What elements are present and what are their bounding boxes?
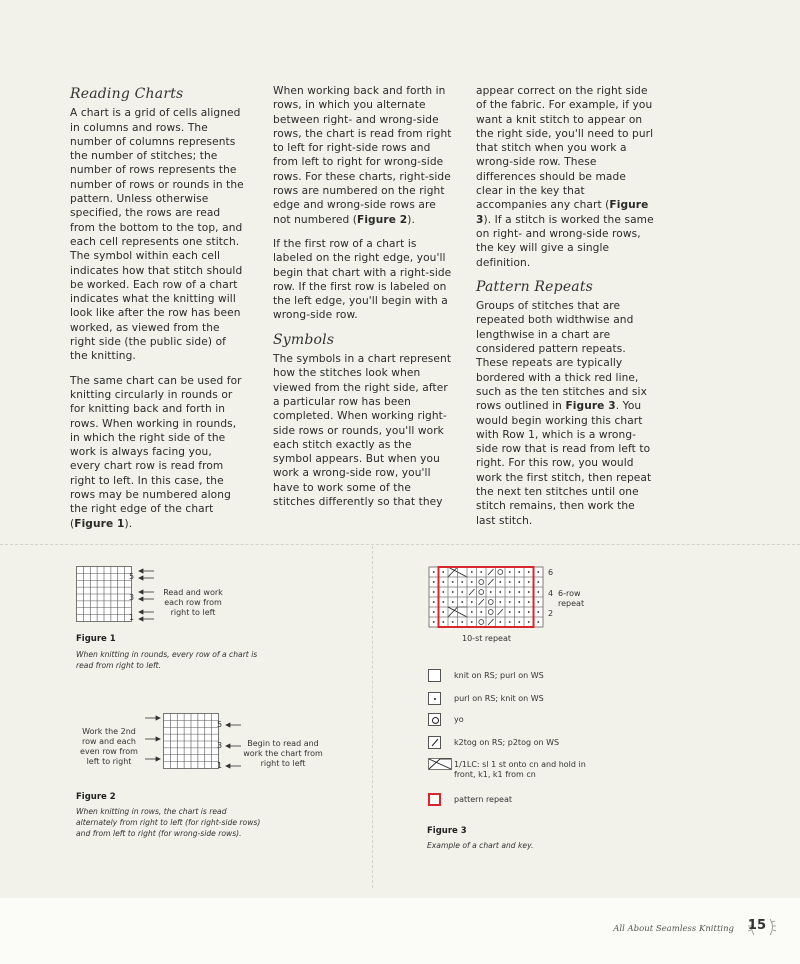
figure-2-right-note: Begin to read and work the chart from right to left xyxy=(243,739,323,768)
repeat-symbol-icon xyxy=(428,793,441,806)
purl-symbol xyxy=(442,591,444,593)
purl-symbol xyxy=(528,611,530,613)
section-divider xyxy=(0,544,800,545)
figure-3-title: Figure 3 xyxy=(427,826,467,836)
purl-symbol xyxy=(528,591,530,593)
purl-symbol xyxy=(509,571,511,573)
heading-symbols: Symbols xyxy=(273,331,335,348)
yo-symbol-icon xyxy=(428,713,441,726)
purl-symbol xyxy=(433,621,435,623)
stitch-repeat-label: 10-st repeat xyxy=(462,634,511,643)
purl-symbol xyxy=(471,571,473,573)
purl-symbol xyxy=(442,601,444,603)
purl-symbol xyxy=(480,571,482,573)
purl-symbol xyxy=(461,601,463,603)
purl-symbol xyxy=(442,571,444,573)
purl-symbol xyxy=(461,591,463,593)
purl-symbol xyxy=(433,571,435,573)
figure-1-grid xyxy=(76,566,135,622)
purl-symbol xyxy=(528,571,530,573)
figure-2-left-note: Work the 2nd row and each even row from left to right xyxy=(80,727,138,766)
knit-symbol-icon xyxy=(428,669,441,682)
purl-symbol xyxy=(509,611,511,613)
purl-symbol xyxy=(518,591,520,593)
row-number: 1 xyxy=(217,761,223,770)
purl-symbol xyxy=(471,581,473,583)
figure-2-left-arrows xyxy=(143,713,163,769)
row-number: 5 xyxy=(217,720,223,729)
row-number: 2 xyxy=(548,609,554,618)
purl-symbol xyxy=(518,601,520,603)
purl-symbol xyxy=(461,581,463,583)
heading-pattern-repeats: Pattern Repeats xyxy=(476,278,594,295)
purl-symbol xyxy=(537,601,539,603)
purl-symbol xyxy=(461,621,463,623)
paragraph: The same chart can be used for knitting circularly in rounds or for knitting back and forth in rows. When working in rounds, in which the right side of the work is always facing you, every chart row is read from right to left. In this case, the rows may be numbered along the right edge of the chart (Figure 1). xyxy=(70,374,242,530)
figure-2-right-arrows xyxy=(223,713,245,769)
purl-symbol xyxy=(452,621,454,623)
purl-symbol xyxy=(537,621,539,623)
figure-1-title: Figure 1 xyxy=(76,634,116,644)
figure-2-title: Figure 2 xyxy=(76,792,116,802)
purl-symbol xyxy=(499,621,501,623)
figure-2-grid xyxy=(163,713,219,769)
purl-symbol xyxy=(518,571,520,573)
column-2 xyxy=(273,84,453,519)
column-3 xyxy=(476,84,656,538)
book-title: All About Seamless Knitting xyxy=(613,924,734,934)
purl-symbol xyxy=(537,591,539,593)
purl-symbol xyxy=(528,601,530,603)
purl-symbol xyxy=(433,611,435,613)
cable-symbol-icon xyxy=(428,758,452,770)
purl-symbol xyxy=(452,601,454,603)
purl-symbol xyxy=(433,581,435,583)
purl-symbol xyxy=(442,611,444,613)
purl-symbol xyxy=(528,621,530,623)
purl-symbol xyxy=(499,581,501,583)
row-number: 6 xyxy=(548,568,554,577)
figure-1-arrows xyxy=(136,566,158,622)
k2tog-symbol-icon xyxy=(428,736,441,749)
row-number: 4 xyxy=(548,589,554,598)
purl-symbol xyxy=(442,621,444,623)
purl-symbol xyxy=(537,581,539,583)
paragraph: The symbols in a chart represent how the stitches look when viewed from the right side, after a particular row has been completed. When working right-side rows or rounds, you'll work each stitch exactly as the symbol appears. But when you work a wrong-side row, you'll have to work some of the stitches differently so that they xyxy=(273,353,452,509)
purl-symbol xyxy=(471,621,473,623)
row-number: 1 xyxy=(129,613,135,622)
purl-symbol xyxy=(509,621,511,623)
page-number: 15 xyxy=(747,918,766,933)
paragraph: A chart is a grid of cells aligned in columns and rows. The number of columns represents the number of stitches; the number of rows represents the number of rows or rounds in the pattern. Unless otherwise specified, the rows are read from the bottom to the top, and each cell represents one stitch. The symbol within each cell indicates how that stitch should be worked. Each row of a chart indicates what the knitting will look like after the row has been worked, as viewed from the right side (the public side) of the knitting. xyxy=(70,107,244,363)
purl-symbol xyxy=(518,621,520,623)
figure-divider xyxy=(372,546,373,888)
figure-3-caption: Example of a chart and key. xyxy=(427,841,534,850)
purl-symbol xyxy=(537,571,539,573)
row-number: 3 xyxy=(217,741,223,750)
purl-symbol-icon xyxy=(428,692,441,705)
figure-1-caption: When knitting in rounds, every row of a chart is read from right to left. xyxy=(76,650,258,670)
purl-symbol xyxy=(480,611,482,613)
purl-symbol xyxy=(509,581,511,583)
purl-symbol xyxy=(433,591,435,593)
figure-1-note: Read and work each row from right to left xyxy=(163,588,223,617)
purl-symbol xyxy=(471,601,473,603)
paragraph: If the first row of a chart is labeled on the right edge, you'll begin that chart with a right-side row. If the first row is labeled on the left edge, you'll begin with a wrong-side row. xyxy=(273,237,452,322)
purl-symbol xyxy=(499,601,501,603)
purl-symbol xyxy=(490,591,492,593)
paragraph: When working back and forth in rows, in which you alternate between right- and wrong-side rows, the chart is read from right to left for right-side rows and from left to right for wrong-side rows. For these charts, right-side rows are numbered on the right edge and wrong-side rows are not numbered (Figure 2). xyxy=(273,85,452,226)
paragraph: Groups of stitches that are repeated both widthwise and lengthwise in a chart are considered pattern repeats. These repeats are typically bordered with a thick red line, such as the ten stitches and six rows outlined in Figure 3. You would begin working this chart with Row 1, which is a wrong-side row that is read from left to right. For this row, you would work the first stitch, then repeat the next ten stitches until one stitch remains, then work the last stitch. xyxy=(476,300,652,527)
row-number: 5 xyxy=(129,572,135,581)
purl-symbol xyxy=(518,611,520,613)
row-repeat-label: 6-row repeat xyxy=(558,589,585,608)
purl-symbol xyxy=(509,601,511,603)
purl-symbol xyxy=(452,591,454,593)
row-number: 3 xyxy=(129,593,135,602)
column-1 xyxy=(70,80,245,541)
figure-3-chart xyxy=(428,566,544,628)
purl-symbol xyxy=(528,581,530,583)
figure-2-caption: When knitting in rows, the chart is read alternately from right to left (for right-side rows) and from left to right (for wrong-side rows). xyxy=(76,807,261,838)
purl-symbol xyxy=(509,591,511,593)
heading-reading-charts: Reading Charts xyxy=(70,86,184,102)
purl-symbol xyxy=(452,581,454,583)
purl-symbol xyxy=(433,601,435,603)
purl-symbol xyxy=(518,581,520,583)
laurel-icon xyxy=(768,918,776,936)
purl-symbol xyxy=(442,581,444,583)
paragraph: appear correct on the right side of the fabric. For example, if you want a knit stitch to appear on the right side, you'll need to purl that stitch when you work a wrong-side row. These differences should be made clear in the key that accompanies any chart (Figure 3). If a stitch is worked the same on right- and wrong-side rows, the key will give a single definition. xyxy=(476,85,654,269)
purl-symbol xyxy=(537,611,539,613)
purl-symbol xyxy=(471,611,473,613)
purl-symbol xyxy=(499,591,501,593)
